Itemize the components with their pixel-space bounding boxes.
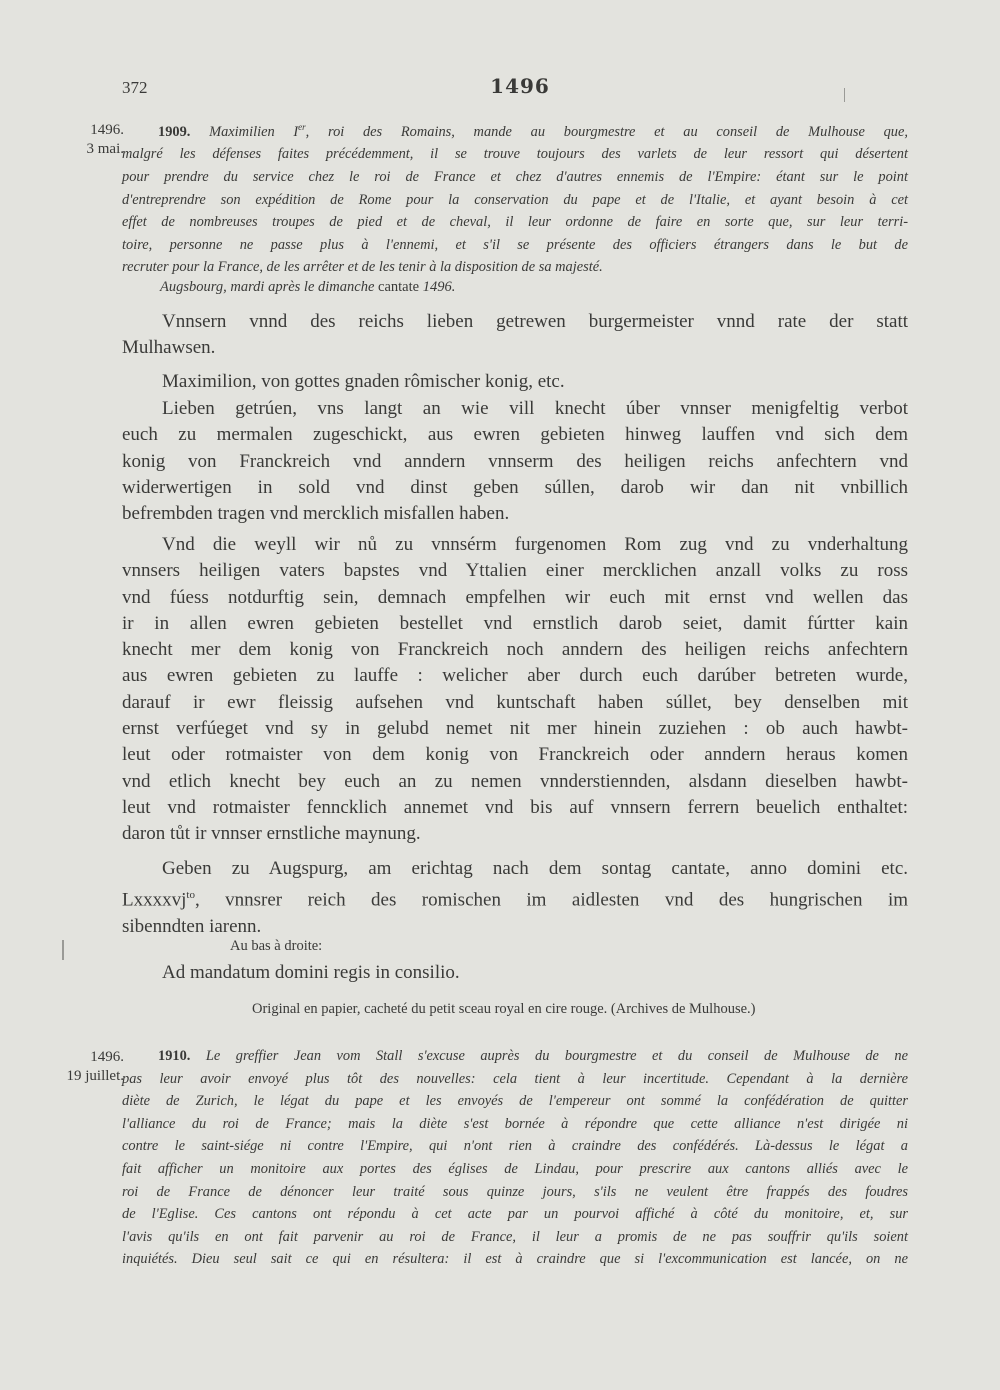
source-note: Original en papier, cacheté du petit sceau royal en cire rouge. (Archives de Mulhouse.) xyxy=(252,1001,756,1017)
summary-first-line-rest: roi des Romains, mande au bourgmestre et au conseil de Mulhouse que, xyxy=(328,123,908,140)
margin-date-day: 3 mai. xyxy=(86,141,124,157)
text-line: Lxxxxvj$^{to}$, vnnsrer reich des romischen im aidlesten vnd des hungrischen im xyxy=(122,889,908,911)
address-line: Mulhawsen. xyxy=(122,337,216,359)
summary-line: fait afficher un monitoire aux portes des églises de Lindau, pour prescrire aux cantons alliés avec le xyxy=(122,1160,908,1177)
summary-line: effet de nombreuses troupes de pied et de cheval, il leur ordonne de faire en sorte que, sur leur terri- xyxy=(122,214,908,231)
mandatum: Ad mandatum domini regis in consilio. xyxy=(162,962,460,983)
text-line: knecht mer dem konig von Franckreich noch anndern des heiligen reichs anfechtern xyxy=(122,639,908,661)
summary-line: l'avis qu'ils en ont fait parvenir au roi de France, il leur a promis de ne pas souffrir qu'ils soient xyxy=(122,1228,908,1245)
summary-line: malgré les défenses faites précédemment, il se trouve toujours des varlets de leur ressort qui désertent xyxy=(122,146,908,163)
text-line: aus ewren gebieten zu lauffe : welicher aber durch euch darúber betreten wurde, xyxy=(122,665,908,687)
summary-line: l'alliance du roi de France; mais la diète s'est bornée à répondre que cette alliance n'est dirigée ni xyxy=(122,1115,908,1132)
entry-number: 1910. xyxy=(158,1048,191,1064)
summary-line: diète de Zurich, le légat du pape et les envoyés de l'empereur ont sommé la confédération de quitter xyxy=(122,1093,908,1110)
text-line: Geben zu Augspurg, am erichtag nach dem sontag cantate, anno domini etc. xyxy=(162,858,908,879)
page-mark xyxy=(844,88,845,102)
address-line: Vnnsern vnnd des reichs lieben getrewen burgermeister vnnd rate der statt xyxy=(162,311,908,332)
text-line: konig von Franckreich vnd anndern vnnserm des heiligen reichs anfechtern vnd xyxy=(122,450,908,472)
text-line: befrembden tragen vnd mercklich misfallen haben. xyxy=(122,503,510,525)
paragraph-2 xyxy=(122,532,908,848)
text-line: euch zu mermalen zugeschickt, aus ewren gebieten hinweg lauffen vnd sich dem xyxy=(122,424,908,446)
emperor-name: Maximilien I xyxy=(209,123,299,140)
text-line: vnnsers heiligen vaters bapstes vnd Yttalien einer mercklichen anzall volks zu ross xyxy=(122,560,908,582)
intitulatio: Maximilion, von gottes gnaden rômischer konig, etc. xyxy=(162,371,565,392)
summary-line: contre le saint-siége ni contre l'Empire, qui n'ont rien à craindre des confédérés. Là-dessus le légat a xyxy=(122,1138,908,1155)
place-date: Augsbourg, mardi après le dimanche cantate 1496. xyxy=(160,279,456,295)
summary-line: pas leur avoir envoyé plus tôt des nouvelles: cela tient à leur incertitude. Cependant à la dernière xyxy=(122,1070,908,1087)
entry-number: 1909. xyxy=(158,123,191,140)
page-mark xyxy=(62,940,64,960)
summary-line: inquiétés. Dieu seul sait ce qui en résultera: il est à craindre que si l'excommunication est lancée, on ne xyxy=(122,1251,908,1268)
running-header xyxy=(0,74,1000,104)
summary-1910 xyxy=(122,1045,908,1271)
text-line: Lieben getrúen, vns langt an wie vill knecht úber vnnser menigfeltig verbot xyxy=(162,398,908,419)
address xyxy=(122,309,908,362)
datatio xyxy=(122,856,908,940)
text-line: ernst verfúeget vnd sy in gelubd nemet nit mer hinein zuziehen : ob auch hawbt- xyxy=(122,718,908,740)
paragraph-1 xyxy=(122,396,908,527)
text-line: daron tůt ir vnnser ernstliche maynung. xyxy=(122,823,421,845)
summary-line: d'entreprendre son expédition de Rome pour la conservation du pape et de l'Italie, et ayant besoin à cet xyxy=(122,191,908,208)
page-number: 372 xyxy=(122,78,148,97)
summary-line: 1910. Le greffier Jean vom Stall s'excuse auprès du bourgmestre et du conseil de Mulhouse de ne xyxy=(158,1048,908,1064)
running-year: 1496 xyxy=(490,74,550,98)
summary-line: toire, personne ne passe plus à l'ennemi, et s'il se présente des officiers étrangers dans le but de xyxy=(122,236,908,253)
summary-line: pour prendre du service chez le roi de France et chez d'autres ennemis de l'Empire: étant sur le point xyxy=(122,168,908,185)
editorial-note: Au bas à droite: xyxy=(230,938,323,954)
margin-date-year: 1496. xyxy=(90,122,124,138)
summary-line: recruter pour la France, de les arrêter et de les tenir à la disposition de sa majesté. xyxy=(122,259,603,276)
summary-line: de l'Eglise. Ces cantons ont répondu à cet acte par un pourvoi affiché à côté du monitoire, et, sur xyxy=(122,1206,908,1223)
margin-date-year: 1496. xyxy=(90,1049,124,1065)
text-line: sibenndten iarenn. xyxy=(122,915,262,937)
summary-line: 1909. Maximilien Ier, roi des Romains, mande au bourgmestre et au conseil de Mulhouse que, xyxy=(158,122,908,140)
text-line: leut vnd rotmaister fenncklich annemet vnd bis auf vnnsern ferrern beuelich enthaltet: xyxy=(122,796,908,818)
margin-date-1910 xyxy=(28,1048,124,1086)
text-line: vnd fúess notdurftig sein, demnach empfelhen wir euch mit ernst vnd wellen das xyxy=(122,586,908,608)
margin-date-1909 xyxy=(28,121,124,159)
text-line: vnd etlich knecht bey euch an zu nemen vnnderstiennden, alsdann dieselben hawbt- xyxy=(122,770,908,792)
text-line: Vnd die weyll wir nů zu vnnsérm furgenomen Rom zug vnd zu vnderhaltung xyxy=(162,534,908,555)
text-line: ir in allen ewren gebieten bestellet vnd ernstlich darob seiet, damit fúrtter kain xyxy=(122,612,908,634)
margin-date-day: 19 juillet. xyxy=(66,1068,124,1084)
emperor-name-sup: er xyxy=(298,122,306,132)
summary-line: roi de France de dénoncer leur traité sous quinze jours, s'ils ne veulent être frappés des foudres xyxy=(122,1183,908,1200)
text-line: darauf ir ewr fleissig aufsehen vnd kuntschaft haben súllet, bey denselben mit xyxy=(122,691,908,713)
summary-1909 xyxy=(122,116,908,279)
text-line: leut oder rotmaister von dem konig von Franckreich oder anndern heraus komen xyxy=(122,744,908,766)
text-line: widerwertigen in sold vnd dinst geben súllen, darob wir dan nit vnbillich xyxy=(122,476,908,498)
